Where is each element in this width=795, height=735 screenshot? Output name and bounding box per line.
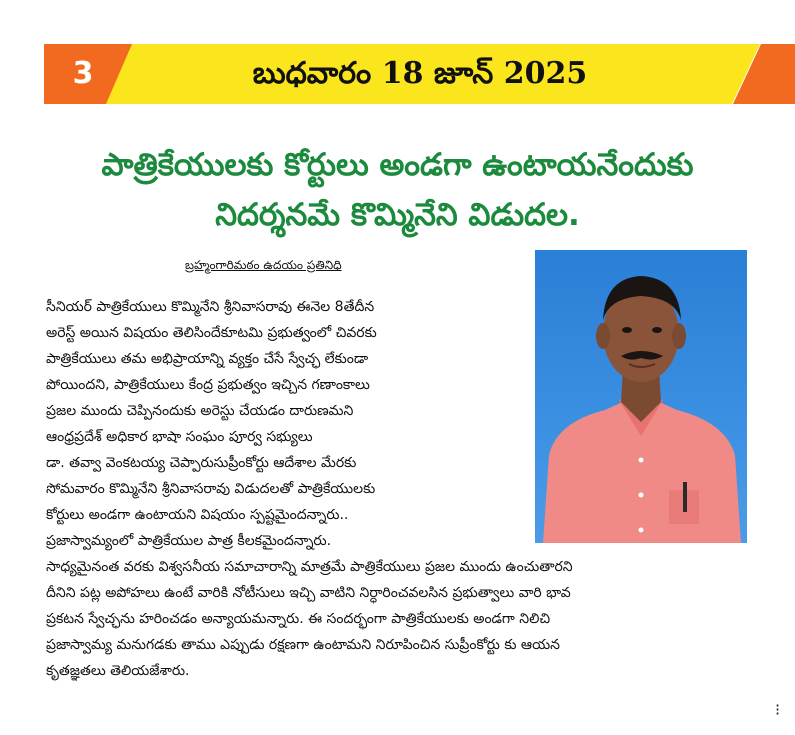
article-line: దీనిని పట్ల అపోహలు ఉంటే వారికి నోటీసులు ఇచ్చి వాటిని నిర్ధారించవలసిన ప్రభుత్వాలు వారి భావ — [46, 585, 571, 601]
article-line: ప్రజల ముందు చెప్పినందుకు అరెస్టు చేయడం దారుణమని — [46, 403, 354, 419]
article-line: ప్రజాస్వామ్య మనుగడకు తాము ఎప్పుడు రక్షణగా ఉంటామని నిరూపించిన సుప్రీంకోర్టు కు ఆయన — [46, 637, 560, 653]
article-body — [46, 294, 751, 684]
article-line: పోయిందని, పాత్రికేయులు కేంద్ర ప్రభుత్వం ఇచ్చిన గణాంకాలు — [46, 377, 370, 393]
headline — [30, 140, 765, 240]
byline: బ్రహ్మంగారిమఠం ఉదయం ప్రతినిధి — [185, 258, 342, 272]
page-number: 3 — [72, 56, 94, 91]
article-line: డా. తవ్వా వెంకటయ్య చెప్పారుసుప్రీంకోర్టు ఆదేశాల మేరకు — [46, 455, 357, 471]
article-line: సీనియర్ పాత్రికేయులు కొమ్మినేని శ్రీనివాసరావు ఈనెల 8తేదీన — [46, 299, 375, 315]
article-line: ప్రకటన స్వేచ్ఛను హరించడం అన్యాయమన్నారు. ఈ సందర్భంగా పాత్రికేయులకు అండగా నిలిచి — [46, 611, 551, 627]
date-line: బుధవారం 18 జూన్ 2025 — [252, 56, 588, 91]
article-line: అరెస్ట్ అయిన విషయం తెలిసిందేకూటమి ప్రభుత్వంలో చివరకు — [46, 325, 377, 341]
article-line: కోర్టులు అండగా ఉంటాయని విషయం స్పష్టమైందన్నారు.. — [46, 507, 349, 523]
headline-line-1: పాత్రికేయులకు కోర్టులు అండగా ఉంటాయనేందుకు — [101, 147, 694, 183]
article-line: పాత్రికేయులు తమ అభిప్రాయాన్ని వ్యక్తం చేసే స్వేచ్ఛ లేకుండా — [46, 351, 369, 367]
article-line: ఆంధ్రప్రదేశ్ అధికార భాషా సంఘం పూర్వ సభ్యులు — [46, 429, 313, 445]
article-line: ప్రజాస్వామ్యంలో పాత్రికేయుల పాత్ర కీలకమైందన్నారు. — [46, 533, 332, 549]
headline-line-2: నిదర్శనమే కొమ్మినేని విడుదల. — [215, 197, 580, 233]
edge-marker: ⁝ — [775, 700, 781, 719]
article-line: కృతజ్ఞతలు తెలియజేశారు. — [46, 663, 190, 679]
article-line: సాధ్యమైనంత వరకు విశ్వసనీయ సమాచారాన్ని మాత్రమే పాత్రికేయులు ప్రజల ముందు ఉంచుతారని — [46, 559, 573, 575]
article-line: సోమవారం కొమ్మినేని శ్రీనివాసరావు విడుదలతో పాత్రికేయులకు — [46, 481, 376, 497]
